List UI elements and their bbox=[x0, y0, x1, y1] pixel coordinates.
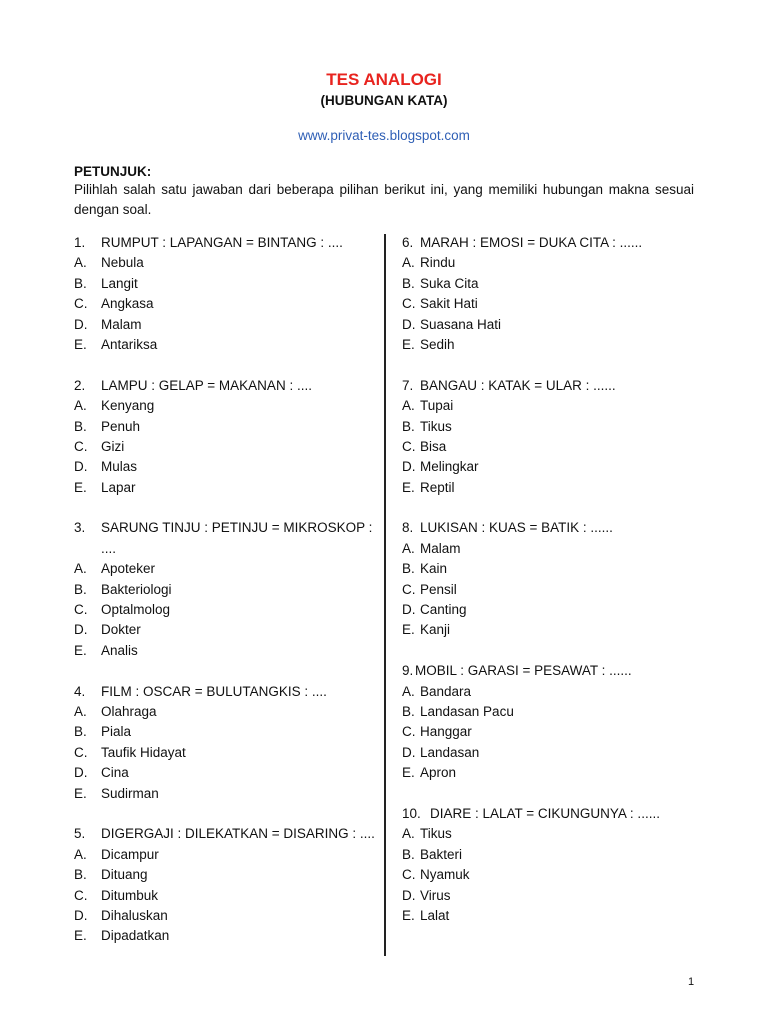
answer-option[interactable]: D. Melingkar bbox=[402, 459, 479, 475]
answer-option[interactable]: B. Bakteri bbox=[402, 846, 463, 862]
question-number: 2. bbox=[74, 377, 86, 393]
document-title: TES ANALOGI bbox=[326, 70, 442, 89]
question-text: MARAH : EMOSI = DUKA CITA : ...... bbox=[420, 235, 643, 250]
right-column bbox=[402, 233, 702, 926]
question-text: FILM : OSCAR = BULUTANGKIS : .... bbox=[101, 683, 327, 699]
answer-option[interactable]: A. Olahraga bbox=[74, 703, 157, 719]
answer-option[interactable]: C. Ditumbuk bbox=[74, 887, 159, 903]
answer-option[interactable]: B. Dituang bbox=[74, 867, 148, 883]
answer-option[interactable]: C. Optalmolog bbox=[74, 602, 171, 618]
question-text: DIGERGAJI : DILEKATKAN = DISARING : .... bbox=[101, 826, 375, 842]
answer-option[interactable]: E. Antariksa bbox=[74, 336, 158, 352]
question-text-continuation: .... bbox=[101, 540, 117, 556]
answer-option[interactable]: D. Malam bbox=[74, 316, 142, 332]
answer-option[interactable]: B. Piala bbox=[74, 724, 132, 740]
answer-option[interactable]: A. Nebula bbox=[74, 255, 144, 271]
question-10 bbox=[402, 804, 702, 926]
answer-option[interactable]: D. Dokter bbox=[74, 622, 141, 638]
answer-option[interactable]: B. Bakteriologi bbox=[74, 581, 172, 597]
question-number: 5. bbox=[74, 826, 86, 842]
answer-option[interactable]: C. Pensil bbox=[402, 581, 457, 597]
answer-option[interactable]: D. Landasan bbox=[402, 744, 480, 760]
answer-option[interactable]: D. Virus bbox=[402, 887, 451, 903]
answer-option[interactable]: A. Apoteker bbox=[74, 561, 156, 577]
question-number: 7. bbox=[402, 377, 414, 393]
page-number: 1 bbox=[688, 976, 695, 988]
answer-option[interactable]: C. Gizi bbox=[74, 438, 125, 454]
question-text: RUMPUT : LAPANGAN = BINTANG : .... bbox=[101, 235, 343, 250]
question-number: 9. bbox=[402, 663, 414, 679]
question-text: DIARE : LALAT = CIKUNGUNYA : ...... bbox=[430, 805, 660, 821]
question-7 bbox=[402, 376, 702, 498]
question-number: 4. bbox=[74, 683, 86, 699]
answer-option[interactable]: C. Bisa bbox=[402, 438, 447, 454]
answer-option[interactable]: B. Kain bbox=[402, 561, 448, 577]
question-text: MOBIL : GARASI = PESAWAT : ...... bbox=[415, 663, 632, 679]
answer-option[interactable]: C. Hanggar bbox=[402, 724, 472, 740]
answer-option[interactable]: D. Dihaluskan bbox=[74, 907, 168, 923]
question-4 bbox=[74, 682, 374, 804]
answer-option[interactable]: C. Sakit Hati bbox=[402, 296, 478, 312]
question-5 bbox=[74, 824, 374, 946]
answer-option[interactable]: A. Bandara bbox=[402, 683, 472, 699]
question-number: 3. bbox=[74, 520, 86, 536]
answer-option[interactable]: A. Rindu bbox=[402, 255, 456, 271]
answer-option[interactable]: A. Tupai bbox=[402, 398, 454, 414]
question-number: 8. bbox=[402, 520, 414, 536]
question-text: LUKISAN : KUAS = BATIK : ...... bbox=[420, 520, 613, 536]
answer-option[interactable]: A. Tikus bbox=[402, 826, 452, 842]
answer-option[interactable]: D. Mulas bbox=[74, 459, 138, 475]
answer-option[interactable]: B. Penuh bbox=[74, 418, 141, 434]
question-8 bbox=[402, 518, 702, 640]
answer-option[interactable]: E. Analis bbox=[74, 642, 138, 658]
answer-option[interactable]: E. Reptil bbox=[402, 479, 455, 495]
answer-option[interactable]: C. Angkasa bbox=[74, 296, 154, 312]
answer-option[interactable]: B. Landasan Pacu bbox=[402, 703, 514, 719]
answer-option[interactable]: A. Malam bbox=[402, 540, 461, 556]
answer-option[interactable]: E. Kanji bbox=[402, 622, 451, 638]
answer-option[interactable]: B. Suka Cita bbox=[402, 275, 479, 291]
instructions-heading: PETUNJUK: bbox=[74, 164, 152, 179]
answer-option[interactable]: E. Sudirman bbox=[74, 785, 159, 801]
answer-option[interactable]: A. Kenyang bbox=[74, 398, 155, 414]
question-3 bbox=[74, 518, 374, 661]
question-9 bbox=[402, 661, 702, 783]
answer-option[interactable]: E. Apron bbox=[402, 765, 457, 781]
question-6 bbox=[402, 233, 702, 355]
question-1 bbox=[74, 233, 374, 355]
answer-option[interactable]: D. Cina bbox=[74, 765, 129, 781]
question-number: 10. bbox=[402, 805, 421, 821]
answer-option[interactable]: E. Lapar bbox=[74, 479, 136, 495]
left-column bbox=[74, 233, 374, 947]
instructions-text: Pilihlah salah satu jawaban dari beberapa pilihan berikut ini, yang memiliki hubungan makna sesuai dengan soal. bbox=[74, 182, 694, 217]
answer-option[interactable]: E. Sedih bbox=[402, 336, 455, 352]
answer-option[interactable]: B. Langit bbox=[74, 275, 138, 291]
answer-option[interactable]: A. Dicampur bbox=[74, 846, 159, 862]
column-divider bbox=[384, 234, 386, 956]
answer-option[interactable]: C. Nyamuk bbox=[402, 867, 470, 883]
answer-option[interactable]: E. Lalat bbox=[402, 907, 450, 923]
question-2 bbox=[74, 376, 374, 498]
answer-option[interactable]: B. Tikus bbox=[402, 418, 452, 434]
question-text: LAMPU : GELAP = MAKANAN : .... bbox=[101, 377, 312, 393]
answer-option[interactable]: D. Canting bbox=[402, 602, 467, 618]
answer-option[interactable]: C. Taufik Hidayat bbox=[74, 744, 186, 760]
question-number: 1. bbox=[74, 235, 86, 250]
document-subtitle: (HUBUNGAN KATA) bbox=[320, 93, 448, 108]
question-text: SARUNG TINJU : PETINJU = MIKROSKOP : bbox=[101, 520, 373, 536]
website-link[interactable]: www.privat-tes.blogspot.com bbox=[298, 128, 470, 143]
question-text: BANGAU : KATAK = ULAR : ...... bbox=[420, 377, 616, 393]
answer-option[interactable]: E. Dipadatkan bbox=[74, 928, 170, 944]
question-number: 6. bbox=[402, 235, 414, 250]
answer-option[interactable]: D. Suasana Hati bbox=[402, 316, 502, 332]
